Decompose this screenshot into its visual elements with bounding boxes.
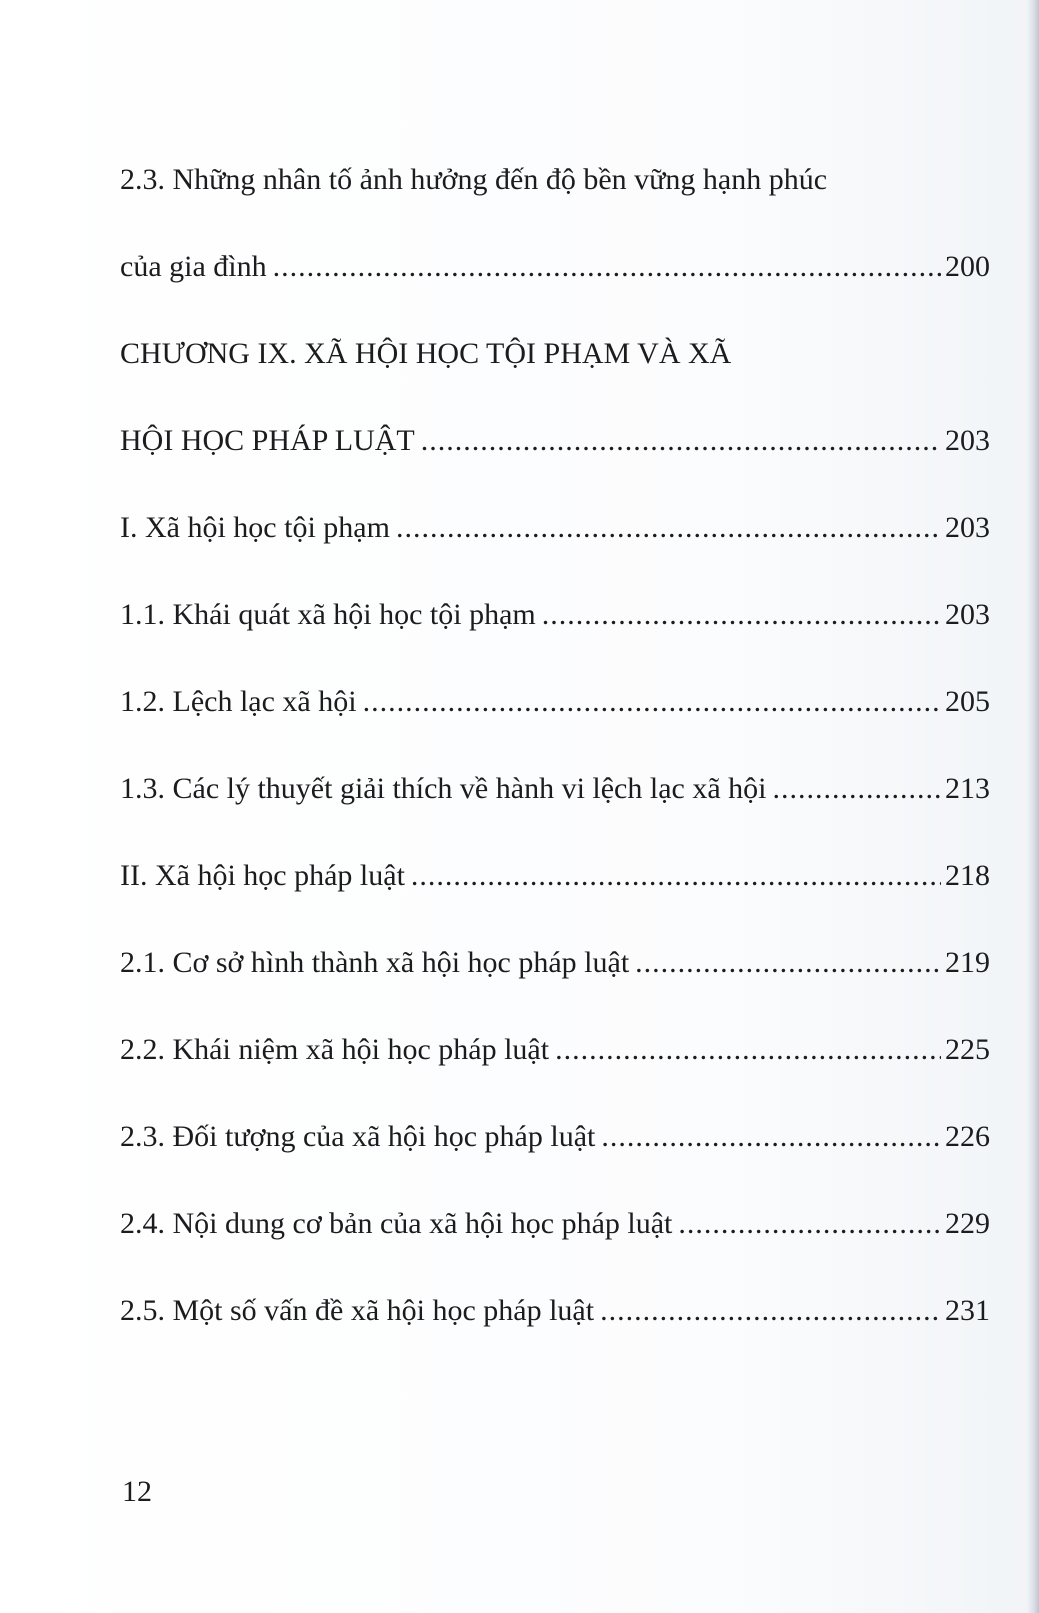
toc-page-number: 219 (945, 946, 990, 979)
toc-page-number: 203 (945, 598, 990, 631)
toc-entry-label: 2.3. Đối tượng của xã hội học pháp luật (120, 1120, 596, 1153)
toc-entry-label: 2.2. Khái niệm xã hội học pháp luật (120, 1033, 550, 1066)
toc-page-number: 226 (945, 1120, 990, 1153)
toc-leader-dots (600, 1291, 941, 1331)
toc-entry-label: 2.5. Một số vấn đề xã hội học pháp luật (120, 1294, 595, 1327)
toc-page-number: 213 (945, 772, 990, 805)
toc-leader-dots (396, 508, 941, 548)
toc-leader-dots (772, 769, 941, 809)
toc-entry-label: HỘI HỌC PHÁP LUẬT (120, 424, 415, 457)
toc-page-number: 231 (945, 1294, 990, 1327)
toc-entry (120, 769, 990, 809)
toc-entry-label: 1.1. Khái quát xã hội học tội phạm (120, 598, 536, 631)
toc-entry (120, 1204, 990, 1244)
toc-entry-label: 2.4. Nội dung cơ bản của xã hội học pháp luật (120, 1207, 673, 1240)
toc-entry-label: 1.2. Lệch lạc xã hội (120, 685, 357, 718)
toc-page-number: 203 (945, 424, 990, 457)
toc-leader-dots (678, 1204, 941, 1244)
toc-leader-dots (555, 1030, 941, 1070)
toc-leader-dots (411, 856, 941, 896)
toc-leader-dots (635, 943, 941, 983)
toc-entry (120, 595, 990, 635)
toc-page-number: 229 (945, 1207, 990, 1240)
toc-leader-dots (273, 247, 941, 287)
toc-entry (120, 856, 990, 896)
toc-entry-label: 1.3. Các lý thuyết giải thích về hành vi lệch lạc xã hội (120, 772, 767, 805)
toc-page-number: 218 (945, 859, 990, 892)
toc-entry-label: I. Xã hội học tội phạm (120, 511, 390, 544)
toc-entry (120, 682, 990, 722)
toc-entry-2-3 (120, 247, 990, 287)
toc-leader-dots (421, 421, 941, 461)
toc-entry (120, 1117, 990, 1157)
toc-entry (120, 1030, 990, 1070)
toc-entry-2-3-line1: 2.3. Những nhân tố ảnh hưởng đến độ bền vững hạnh phúc (120, 163, 828, 196)
toc-page-number: 205 (945, 685, 990, 718)
page-number: 12 (122, 1475, 152, 1508)
toc-leader-dots (363, 682, 941, 722)
toc-entry-label: của gia đình (120, 250, 267, 283)
toc-entry-label: 2.1. Cơ sở hình thành xã hội học pháp luật (120, 946, 630, 979)
toc-leader-dots (601, 1117, 941, 1157)
toc-page-number: 203 (945, 511, 990, 544)
toc-entry (120, 943, 990, 983)
toc-leader-dots (542, 595, 941, 635)
toc-entry (120, 1291, 990, 1331)
toc-chapter-ix-line1: CHƯƠNG IX. XÃ HỘI HỌC TỘI PHẠM VÀ XÃ (120, 337, 732, 370)
toc-entry (120, 508, 990, 548)
toc-page-number: 200 (945, 250, 990, 283)
toc-entry-label: II. Xã hội học pháp luật (120, 859, 405, 892)
toc-chapter-ix (120, 421, 990, 461)
toc-page-number: 225 (945, 1033, 990, 1066)
